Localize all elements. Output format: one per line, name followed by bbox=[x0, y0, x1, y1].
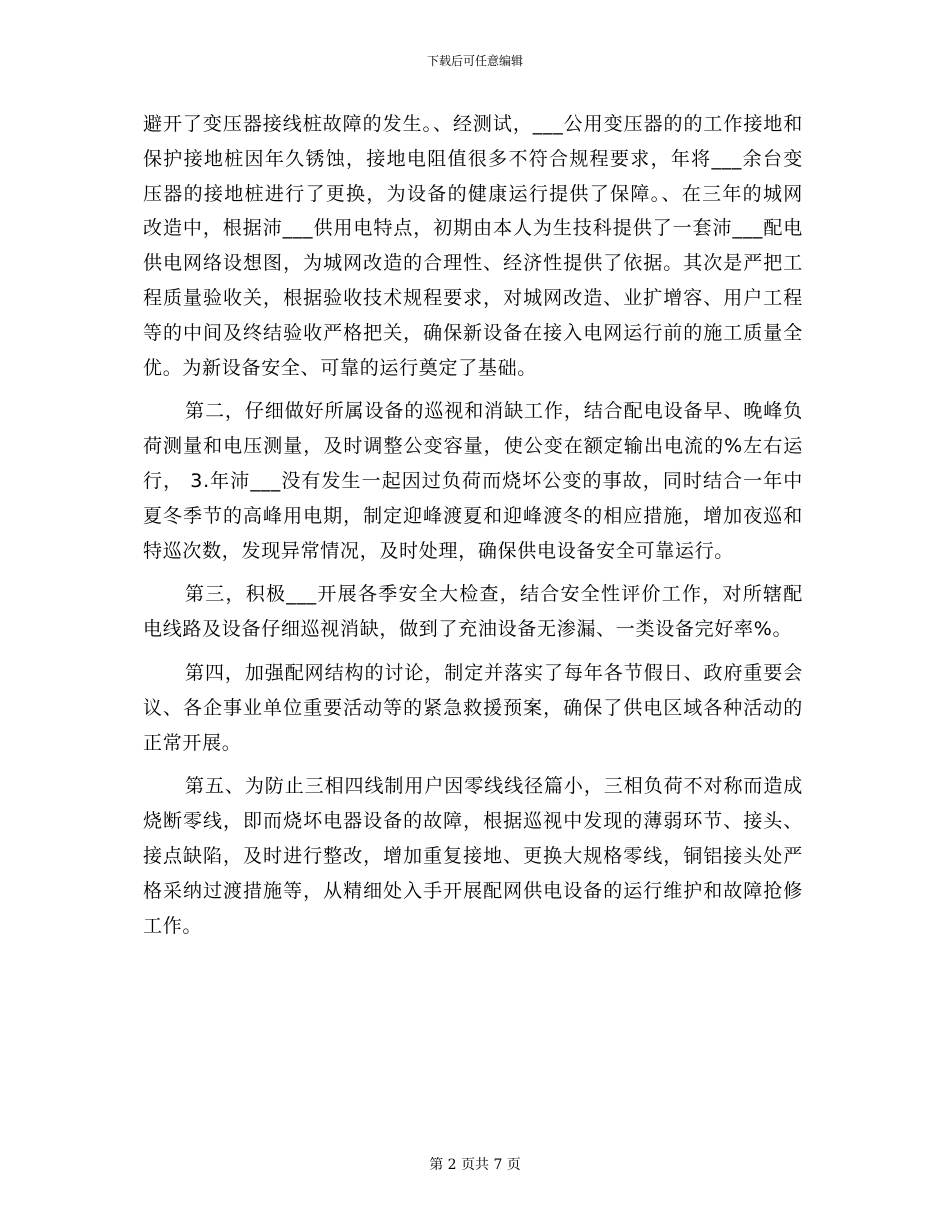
paragraph-second: 第二，仔细做好所属设备的巡视和消缺工作，结合配电设备早、晚峰负荷测量和电压测量，及时调整公变容量，使公变在额定输出电流的%左右运行， 3.年沛___没有发生一起因过负荷而烧坏公变的事故，同时结合一年中夏冬季节的高峰用电期，制定迎峰渡夏和迎峰渡冬的相应措施，增加夜巡和特巡次数，发现异常情况，及时处理，确保供电设备安全可靠运行。 bbox=[143, 400, 803, 562]
page-number: 第 2 页共 7 页 bbox=[429, 1157, 521, 1173]
paragraph-third: 第三，积极___开展各季安全大检查，结合安全性评价工作，对所辖配电线路及设备仔细巡视消缺，做到了充油设备无渗漏、一类设备完好率%。 bbox=[143, 583, 803, 641]
paragraph-fifth: 第五、为防止三相四线制用户因零线线径篇小，三相负荷不对称而造成烧断零线，即而烧坏电器设备的故障，根据巡视中发现的薄弱环节、接头、接点缺陷，及时进行整改，增加重复接地、更换大规格零线，铜铝接头处严格采纳过渡措施等，从精细处入手开展配网供电设备的运行维护和故障抢修工作。 bbox=[143, 775, 803, 937]
paragraph-fourth: 第四，加强配网结构的讨论，制定并落实了每年各节假日、政府重要会议、各企事业单位重要活动等的紧急救援预案，确保了供电区域各种活动的正常开展。 bbox=[143, 661, 803, 754]
document-body bbox=[143, 107, 803, 943]
page-header: 下载后可任意编辑 bbox=[426, 54, 523, 68]
paragraph-continuation: 避开了变压器接线桩故障的发生。、经测试，___公用变压器的的工作接地和保护接地桩因年久锈蚀，接地电阻值很多不符合规程要求，年将___余台变压器的接地桩进行了更换，为设备的健康运行提供了保障。、在三年的城网改造中，根据沛___供用电特点，初期由本人为生技科提供了一套沛___配电供电网络设想图，为城网改造的合理性、经济性提供了依据。其次是严把工程质量验收关，根据验收技术规程要求，对城网改造、业扩增容、用户工程等的中间及终结验收严格把关，确保新设备在接入电网运行前的施工质量全优。为新设备安全、可靠的运行奠定了基础。 bbox=[143, 113, 803, 379]
